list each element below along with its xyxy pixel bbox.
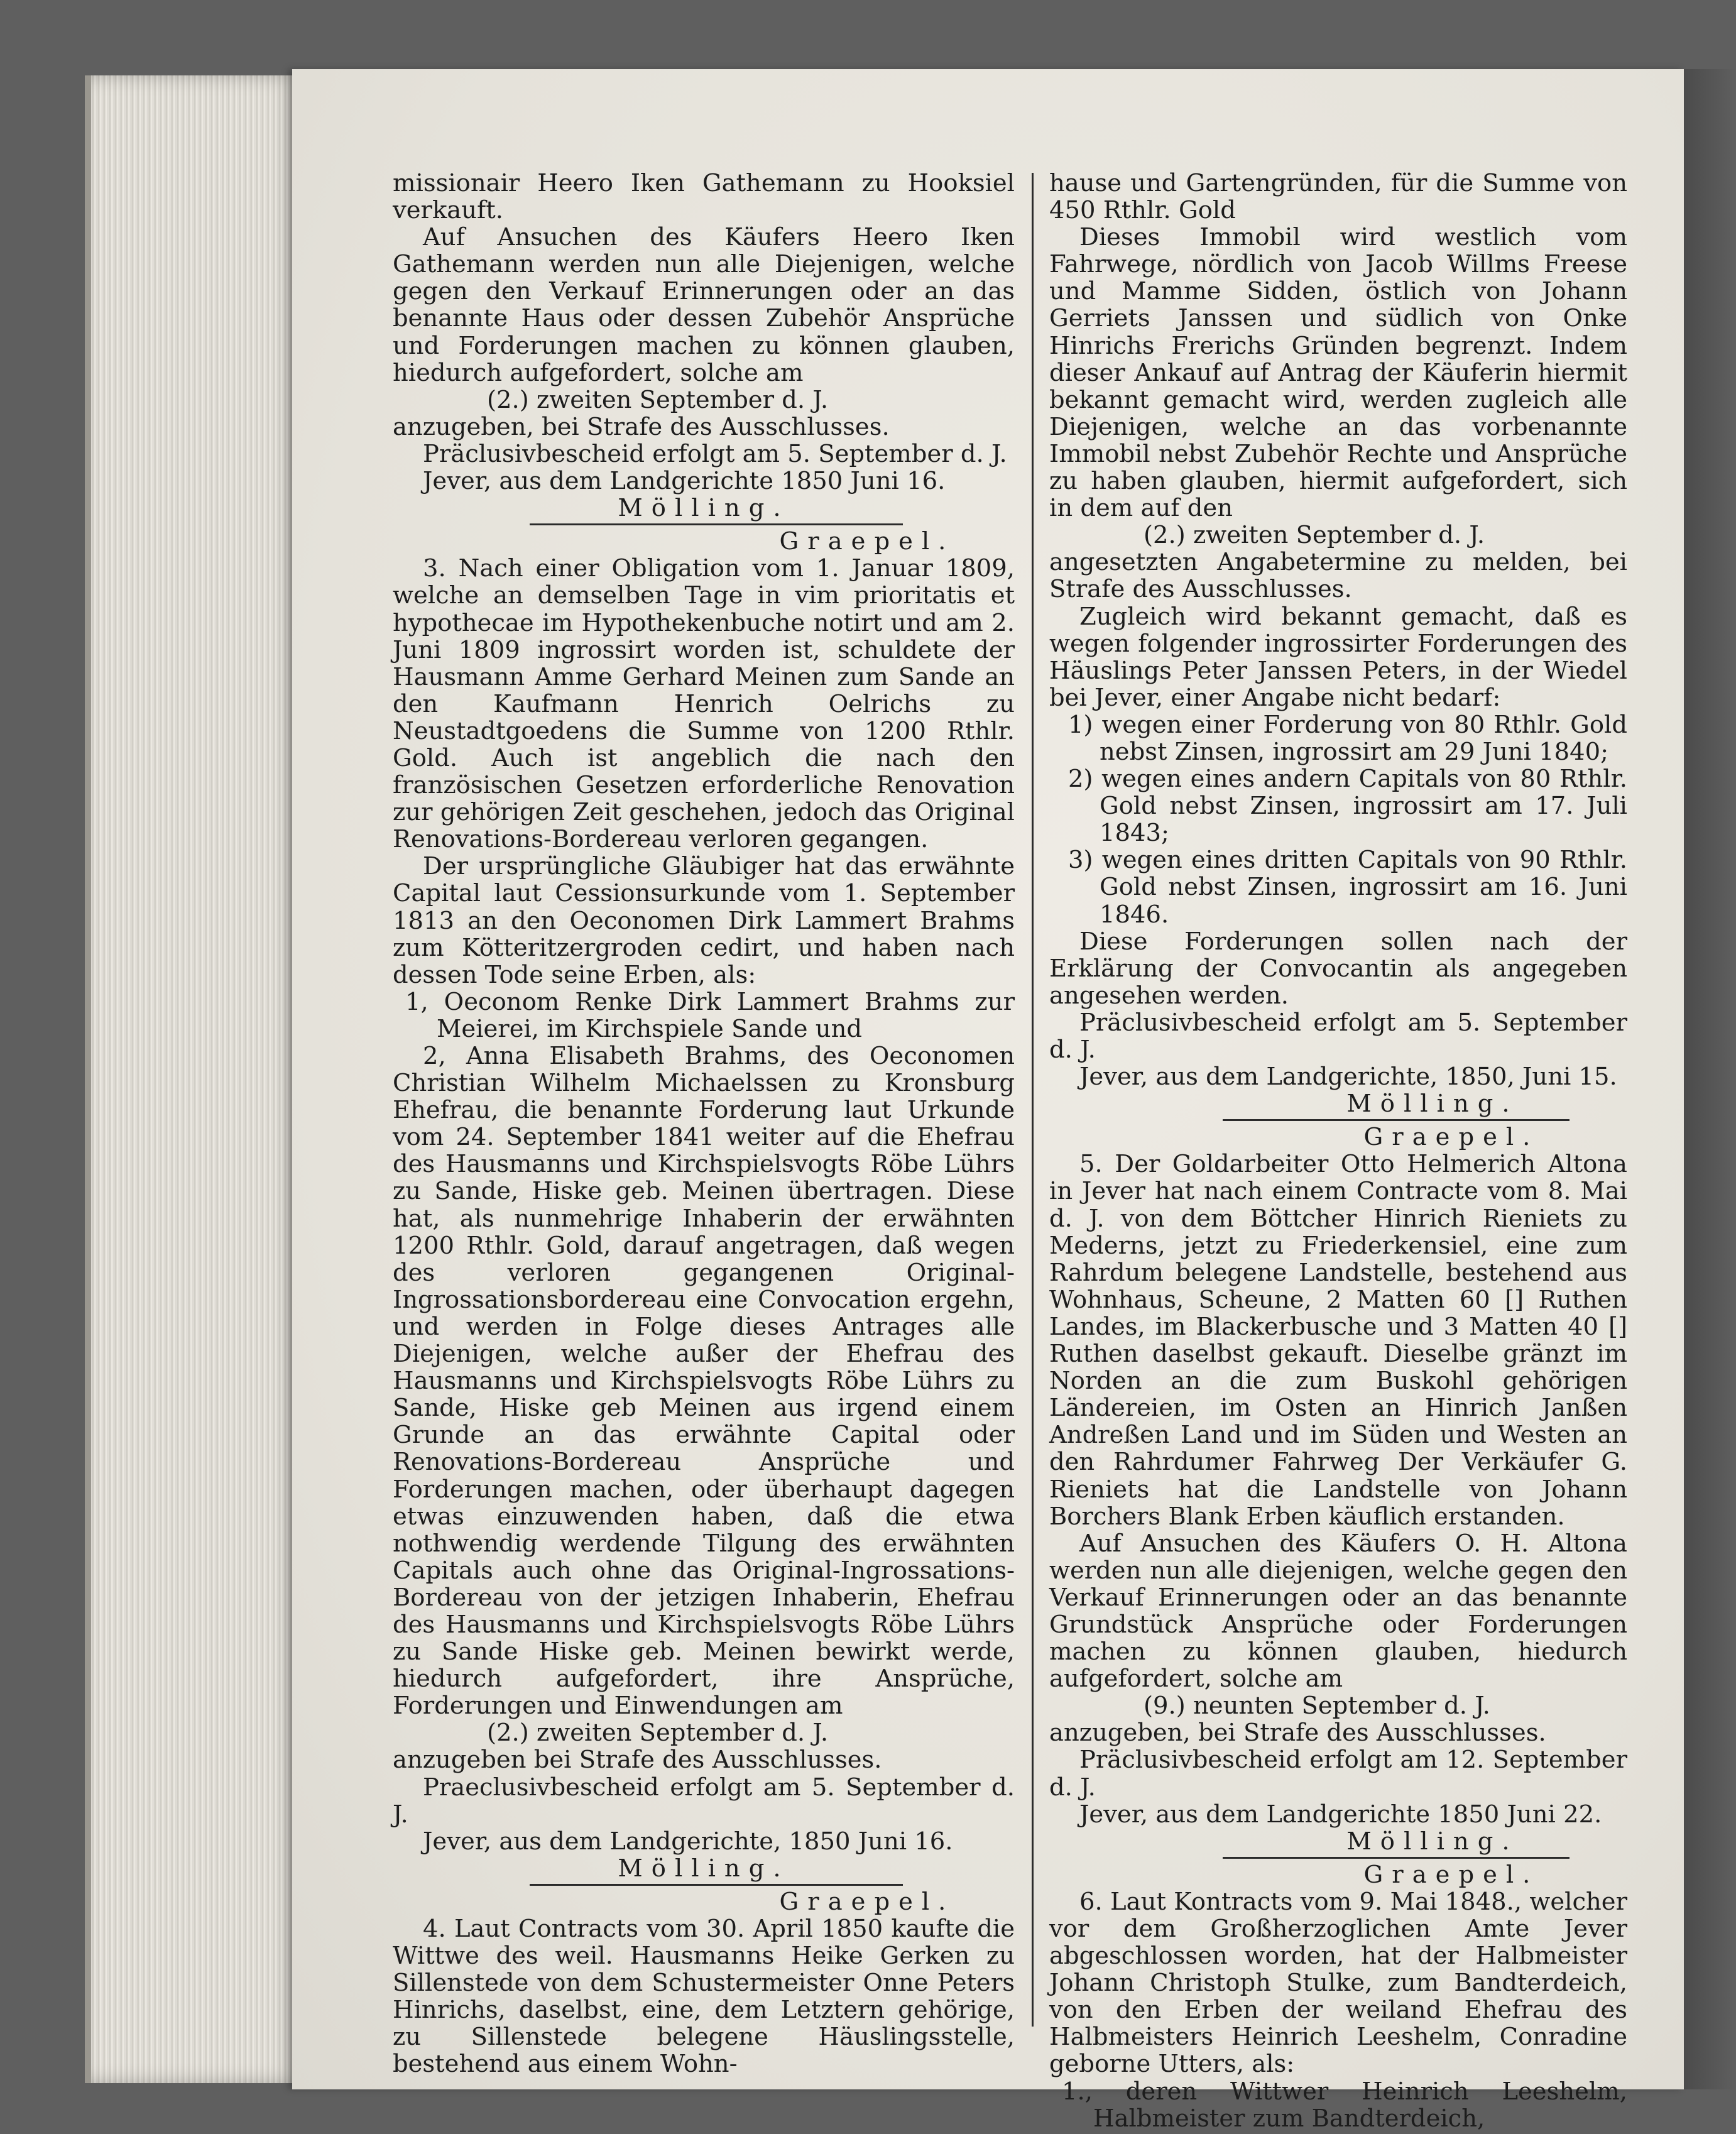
left-column [393,170,1015,2078]
signature: Mölling. [1346,1827,1519,1856]
paragraph: angesetzten Angabetermine zu melden, bei Strafe des Ausschlusses. [1049,548,1627,604]
list-item: 1., deren Wittwer Heinrich Leeshelm, Halbmeister zum Bandterdeich, [1062,2077,1627,2133]
dateline: Jever, aus dem Landgerichte, 1850, Juni 15. [1079,1063,1617,1092]
paragraph: missionair Heero Iken Gathemann zu Hooksiel verkauft. [393,169,1015,225]
paragraph: Auf Ansuchen des Käufers O. H. Altona werden nun alle diejenigen, welche gegen den Verkauf Erinnerungen oder an das benannte Grundstück Ansprüche oder Forderungen machen zu können glauben, hiedurch aufgefordert, solche am [1049,1529,1627,1694]
paragraph: Dieses Immobil wird westlich vom Fahrwege, nördlich von Jacob Willms Freese und Mamme Sidden, östlich von Johann Gerriets Janssen und südlich von Onke Hinrichs Frerichs Gründen begrenzt. Indem dieser Ankauf auf Antrag der Käuferin hiermit bekannt gemacht wird, werden zugleich alle Diejenigen, welche an das vorbenannte Immobil nebst Zubehör Rechte und Ansprüche zu haben glauben, hiermit aufgefordert, sich in dem auf den [1049,223,1627,523]
dateline: Jever, aus dem Landgerichte 1850 Juni 22. [1079,1800,1602,1829]
book-page-edges [85,75,302,2083]
paragraph: Praeclusivbescheid erfolgt am 5. September d. J. [393,1773,1015,1829]
paragraph: 2, Anna Elisabeth Brahms, des Oeconomen Christian Wilhelm Michaelssen zu Kronsburg Ehefrau, die benannte Forderung laut Urkunde vom 24. September 1841 weiter auf die Ehefrau des Hausmanns und Kirchspielsvogts Röbe Lührs zu Sande, Hiske geb. Meinen übertragen. Diese hat, als nunmehrige Inhaberin der erwähnten 1200 Rthlr. Gold, darauf angetragen, daß wegen des verloren gegangenen Original-Ingrossationsbordereau eine Convocation ergehn, und werden in Folge dieses Antrages alle Diejenigen, welche außer der Ehefrau des Hausmanns und Kirchspielsvogts Röbe Lührs zu Sande, Hiske geb Meinen aus irgend einem Grunde an das erwähnte Capital oder Renovations-Bordereau Ansprüche und Forderungen machen, oder überhaupt dagegen etwas einzuwenden haben, daß die etwa nothwendig werdende Tilgung des erwähnten Capitals auch ohne das Original-Ingrossations-Bordereau von der jetzigen Inhaberin, Ehefrau des Hausmanns und Kirchspielsvogts Röbe Lührs zu Sande Hiske geb. Meinen bewirkt werde, hiedurch aufgefordert, ihre Ansprüche, Forderungen und Einwendungen am [393,1042,1015,1721]
separator-rule [530,523,903,525]
paragraph: Zugleich wird bekannt gemacht, daß es wegen folgender ingrossirter Forderungen des Häuslings Peter Janssen Peters, in der Wiedel bei Jever, einer Angabe nicht bedarf: [1049,602,1627,712]
separator-rule [1223,1119,1569,1121]
date-line: (2.) zweiten September d. J. [1144,521,1485,550]
list-item: 1, Oeconom Renke Dirk Lammert Brahms zur Meierei, im Kirchspiele Sande und [405,987,1015,1043]
paragraph: Diese Forderungen sollen nach der Erklärung der Convocantin als angegeben angesehen werden. [1049,927,1627,1010]
date-line: (2.) zweiten September d. J. [487,1719,829,1748]
dateline: Jever, aus dem Landgerichte 1850 Juni 16. [423,467,946,496]
signature: Graepel. [1363,1860,1539,1889]
column-divider [1032,173,1034,2027]
paragraph: anzugeben, bei Strafe des Ausschlusses. [393,412,890,441]
dateline: Jever, aus dem Landgerichte, 1850 Juni 16. [423,1827,953,1856]
signature: Graepel. [779,527,955,556]
paragraph: Präclusivbescheid erfolgt am 12. September d. J. [1049,1746,1627,1802]
paragraph: Auf Ansuchen des Käufers Heero Iken Gathemann werden nun alle Diejenigen, welche gegen den Verkauf Erinnerungen oder an das benannte Haus oder dessen Zubehör Ansprüche und Forderungen machen zu können glauben, hiedurch aufgefordert, solche am [393,223,1015,387]
list-item: 2) wegen eines andern Capitals von 80 Rthlr. Gold nebst Zinsen, ingrossirt am 17. Juli 1843; [1068,765,1627,848]
signature: Mölling. [618,1854,790,1883]
signature: Graepel. [1363,1123,1539,1152]
list-item: 3) wegen eines dritten Capitals von 90 Rthlr. Gold nebst Zinsen, ingrossirt am 16. Juni 1846. [1068,846,1627,929]
right-column [1049,170,1627,2132]
list-item: 1) wegen einer Forderung von 80 Rthlr. Gold nebst Zinsen, ingrossirt am 29 Juni 1840; [1068,710,1627,766]
notice-6: 6. Laut Kontracts vom 9. Mai 1848., welcher vor dem Großherzoglichen Amte Jever abgeschlossen worden, hat der Halbmeister Johann Christoph Stulke, zum Bandterdeich, von den Erben der weiland Ehefrau des Halbmeisters Heinrich Leeshelm, Conradine geborne Utters, als: [1049,1887,1627,2079]
paragraph: hause und Gartengründen, für die Summe von 450 Rthlr. Gold [1049,169,1627,225]
page-shadow [1684,69,1736,2089]
paragraph: Präclusivbescheid erfolgt am 5. September d. J. [423,439,1007,468]
paragraph: anzugeben, bei Strafe des Ausschlusses. [1049,1719,1546,1748]
paragraph: Der ursprüngliche Gläubiger hat das erwähnte Capital laut Cessionsurkunde vom 1. September 1813 an den Oeconomen Dirk Lammert Brahms zum Kötteritzergroden cedirt, und haben nach dessen Tode seine Erben, als: [393,852,1015,989]
paragraph: anzugeben bei Strafe des Ausschlusses. [393,1746,882,1775]
paragraph: Präclusivbescheid erfolgt am 5. September d. J. [1049,1008,1627,1064]
notice-3: 3. Nach einer Obligation vom 1. Januar 1809, welche an demselben Tage in vim prioritatis et hypothecae im Hypothekenbuche notirt und am 2. Juni 1809 ingrossirt worden ist, schuldete der Hausmann Amme Gerhard Meinen zum Sande an den Kaufmann Henrich Oelrichs zu Neustadtgoedens die Summe von 1200 Rthlr. Gold. Auch ist angeblich die nach den französischen Gesetzen erforderliche Renovation zur gehörigen Zeit geschehen, jedoch das Original Renovations-Bordereau verloren gegangen. [393,554,1015,854]
notice-4: 4. Laut Contracts vom 30. April 1850 kaufte die Wittwe des weil. Hausmanns Heike Gerken zu Sillenstede von dem Schustermeister Onne Peters Hinrichs, daselbst, eine, dem Letztern gehörige, zu Sillenstede belegene Häuslingsstelle, bestehend aus einem Wohn- [393,1915,1015,2079]
separator-rule [1223,1857,1569,1859]
date-line: (9.) neunten September d. J. [1144,1692,1490,1721]
signature: Mölling. [618,494,790,523]
separator-rule [530,1884,903,1886]
signature: Graepel. [779,1887,955,1916]
date-line: (2.) zweiten September d. J. [487,385,829,414]
notice-5: 5. Der Goldarbeiter Otto Helmerich Altona in Jever hat nach einem Contracte vom 8. Mai d. J. von dem Böttcher Hinrich Rieniets zu Mederns, jetzt zu Friederkensiel, eine zum Rahrdum belegene Landstelle, bestehend aus Wohnhaus, Scheune, 2 Matten 60 [] Ruthen Landes, im Blackerbusche und 3 Matten 40 [] Ruthen daselbst gekauft. Dieselbe gränzt im Norden an die zum Buskohl gehörigen Ländereien, im Osten an Hinrich Janßen Andreßen Land und im Süden und Westen an den Rahrdumer Fahrweg Der Verkäufer G. Rieniets hat die Landstelle von Johann Borchers Blank Erben käuflich erstanden. [1049,1150,1627,1531]
signature: Mölling. [1346,1090,1519,1119]
